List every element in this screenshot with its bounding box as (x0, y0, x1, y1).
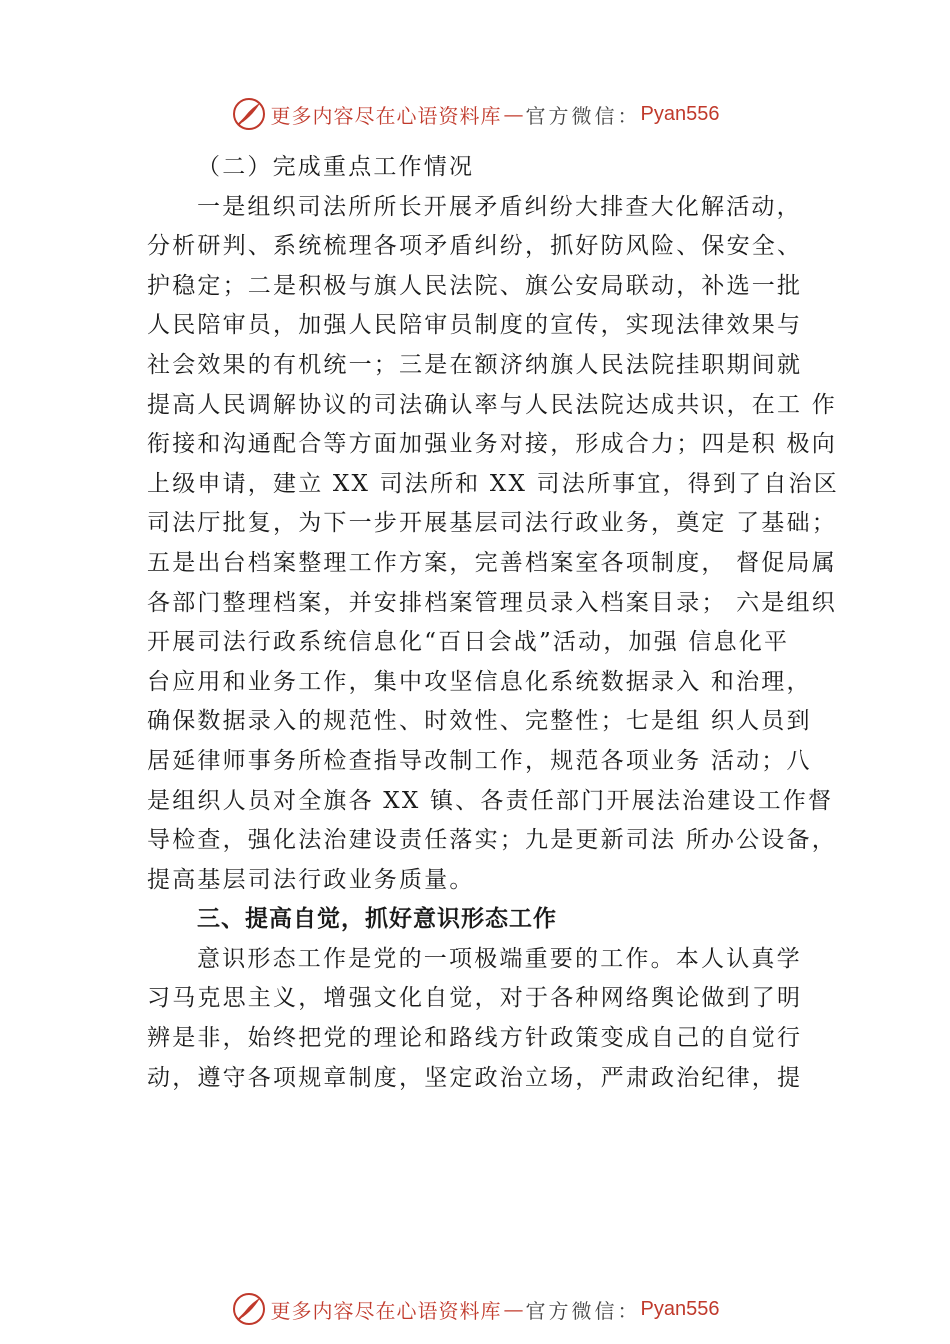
header-banner (0, 94, 950, 134)
paragraph-line: 动，遵守各项规章制度，坚定政治立场，严肃政治纪律，提 (147, 1064, 803, 1091)
banner-title: 更多内容尽在心语资料库 (270, 1298, 502, 1323)
paragraph-line: 台应用和业务工作，集中攻坚信息化系统数据录入 和治理， (147, 668, 812, 695)
paragraph-line: 分析研判、系统梳理各项矛盾纠纷，抓好防风险、保安全、 (147, 233, 803, 260)
banner-wechat-id: Pyan556 (640, 1297, 720, 1320)
banner-separator: — (503, 1297, 524, 1321)
paragraph-line: 社会效果的有机统一；三是在额济纳旗人民法院挂职期间就 (147, 351, 803, 378)
banner-wechat-id: Pyan556 (640, 102, 720, 125)
paragraph-line: 提高人民调解协议的司法确认率与人民法院达成共识，在工 作 (147, 391, 837, 418)
section-heading: 三、提高自觉，抓好意识形态工作 (197, 906, 557, 933)
feather-logo-icon (231, 1291, 267, 1327)
paragraph-line: 提高基层司法行政业务质量。 (147, 866, 475, 893)
paragraph-line: 衔接和沟通配合等方面加强业务对接，形成合力；四是积 极向 (147, 431, 837, 458)
document-body (147, 148, 837, 1098)
feather-logo-icon (231, 96, 267, 132)
paragraph-line: 导检查，强化法治建设责任落实；九是更新司法 所办公设备， (147, 827, 837, 854)
paragraph-line: 上级申请，建立 XX 司法所和 XX 司法所事宜，得到了自治区 (147, 470, 839, 497)
paragraph-line: 司法厅批复，为下一步开展基层司法行政业务，奠定 了基础； (147, 510, 837, 537)
subheading: （二）完成重点工作情况 (197, 154, 475, 180)
paragraph-line: 意识形态工作是党的一项极端重要的工作。本人认真学 (197, 945, 802, 972)
banner-wechat-label: 官方微信： (525, 1298, 641, 1323)
paragraph-line: 是组织人员对全旗各 XX 镇、各责任部门开展法治建设工作督 (147, 787, 834, 814)
banner-title: 更多内容尽在心语资料库 (270, 103, 502, 128)
paragraph-line: 护稳定；二是积极与旗人民法院、旗公安局联动，补选一批 (147, 272, 803, 299)
banner-wechat-label: 官方微信： (525, 103, 641, 128)
paragraph-line: 人民陪审员，加强人民陪审员制度的宣传，实现法律效果与 (147, 312, 803, 339)
footer-banner (0, 1289, 950, 1329)
paragraph-line: 居延律师事务所检查指导改制工作，规范各项业务 活动；八 (147, 747, 812, 774)
banner-separator: — (503, 102, 524, 126)
paragraph-line: 开展司法行政系统信息化“百日会战”活动，加强 信息化平 (147, 629, 790, 656)
paragraph-line: 确保数据录入的规范性、时效性、完整性；七是组 织人员到 (147, 708, 812, 735)
paragraph-line: 五是出台档案整理工作方案，完善档案室各项制度， 督促局属 (147, 549, 837, 576)
paragraph-line: 一是组织司法所所长开展矛盾纠纷大排查大化解活动， (197, 193, 802, 220)
paragraph-line: 辨是非，始终把党的理论和路线方针政策变成自己的自觉行 (147, 1025, 803, 1052)
paragraph-line: 习马克思主义，增强文化自觉，对于各种网络舆论做到了明 (147, 985, 803, 1012)
paragraph-line: 各部门整理档案，并安排档案管理员录入档案目录； 六是组织 (147, 589, 837, 616)
